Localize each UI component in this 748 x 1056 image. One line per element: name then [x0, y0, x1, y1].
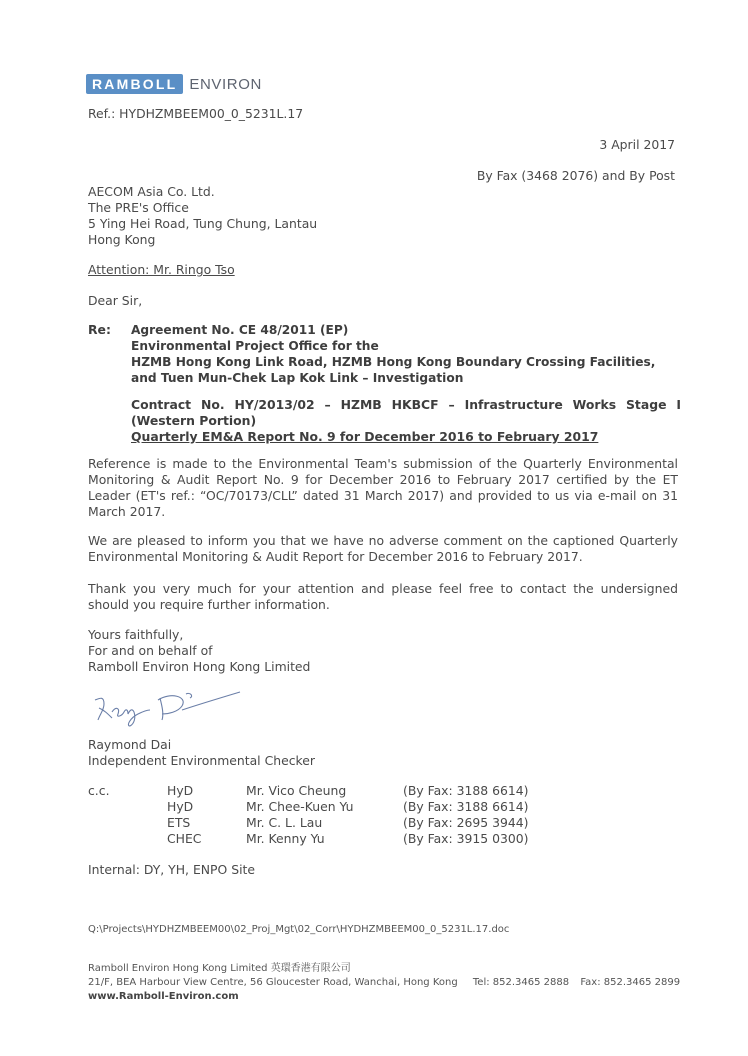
handwritten-signature — [90, 688, 250, 728]
closing-line: Ramboll Environ Hong Kong Limited — [88, 659, 311, 674]
footer-tel: Tel: 852.3465 2888 — [472, 977, 570, 988]
reference-number: Ref.: HYDHZMBEEM00_0_5231L.17 — [88, 106, 304, 121]
subject-line: Environmental Project Office for the — [131, 339, 379, 353]
subject-line: and Tuen Mun-Chek Lap Kok Link – Investigation — [131, 371, 464, 385]
signer-title: Independent Environmental Checker — [88, 753, 315, 768]
address-line: AECOM Asia Co. Ltd. — [88, 184, 215, 199]
cc-fax: (By Fax: 3188 6614) — [403, 783, 529, 798]
body-paragraph: We are pleased to inform you that we have no adverse comment on the captioned Quarterly Environmental Monitoring & Audit Report for December 2016 to February 2017. — [88, 533, 678, 564]
subject-line: Agreement No. CE 48/2011 (EP) — [131, 323, 349, 337]
cc-row — [88, 799, 528, 815]
cc-row — [88, 831, 528, 847]
cc-fax: (By Fax: 3188 6614) — [403, 799, 529, 814]
cc-fax: (By Fax: 2695 3944) — [403, 815, 529, 830]
cc-org: HyD — [167, 783, 194, 798]
address-line: The PRE's Office — [88, 200, 189, 215]
cc-row — [88, 815, 528, 831]
salutation: Dear Sir, — [88, 293, 143, 308]
cc-person: Mr. Kenny Yu — [246, 831, 325, 846]
report-title: Quarterly EM&A Report No. 9 for December 2016 to February 2017 — [131, 429, 599, 444]
cc-fax: (By Fax: 3915 0300) — [403, 831, 529, 846]
subject-label: Re: — [88, 322, 111, 337]
footer-contact-line — [88, 976, 680, 990]
address-line: 5 Ying Hei Road, Tung Chung, Lantau — [88, 216, 318, 231]
cc-org: HyD — [167, 799, 194, 814]
cc-person: Mr. Chee-Kuen Yu — [246, 799, 354, 814]
cc-org: ETS — [167, 815, 191, 830]
recipient-address — [88, 184, 317, 248]
contract-line: Contract No. HY/2013/02 – HZMB HKBCF – Infrastructure Works Stage I (Western Portion) — [131, 397, 681, 428]
letter-date: 3 April 2017 — [599, 137, 675, 152]
footer-website: www.Ramboll-Environ.com — [88, 991, 239, 1002]
company-logo — [86, 73, 262, 95]
delivery-method: By Fax (3468 2076) and By Post — [476, 168, 675, 183]
logo-name: ENVIRON — [189, 75, 262, 93]
cc-list — [88, 783, 528, 847]
internal-distribution: Internal: DY, YH, ENPO Site — [88, 862, 255, 877]
cc-label: c.c. — [88, 783, 110, 798]
signer-name: Raymond Dai — [88, 737, 172, 752]
closing-line: Yours faithfully, — [88, 627, 184, 642]
signer-block — [88, 737, 315, 769]
subject-line: HZMB Hong Kong Link Road, HZMB Hong Kong Boundary Crossing Facilities, — [131, 355, 656, 369]
footer-address: 21/F, BEA Harbour View Centre, 56 Gloucester Road, Wanchai, Hong Kong — [88, 977, 458, 988]
cc-row — [88, 783, 528, 799]
closing-block — [88, 627, 310, 675]
attention-line: Attention: Mr. Ringo Tso — [88, 262, 235, 277]
footer-fax: Fax: 852.3465 2899 — [580, 977, 681, 988]
cc-org: CHEC — [167, 831, 202, 846]
body-paragraph: Thank you very much for your attention and please feel free to contact the undersigned should you require further information. — [88, 581, 678, 612]
letterhead-footer — [88, 962, 680, 1004]
address-line: Hong Kong — [88, 232, 156, 247]
file-path: Q:\Projects\HYDHZMBEEM00\02_Proj_Mgt\02_Corr\HYDHZMBEEM00_0_5231L.17.doc — [88, 924, 510, 935]
closing-line: For and on behalf of — [88, 643, 213, 658]
cc-person: Mr. Vico Cheung — [246, 783, 347, 798]
logo-brand: RAMBOLL — [86, 74, 183, 94]
body-paragraph: Reference is made to the Environmental Team's submission of the Quarterly Environmental Monitoring & Audit Report No. 9 for December 2016 to February 2017 certified by the ET Leader (ET's ref.: “OC/70173/CLL” dated 31 March 2017) and provided to us via e-mail on 31 March 2017. — [88, 456, 678, 519]
footer-company: Ramboll Environ Hong Kong Limited 英環香港有限公司 — [88, 963, 351, 974]
cc-person: Mr. C. L. Lau — [246, 815, 323, 830]
